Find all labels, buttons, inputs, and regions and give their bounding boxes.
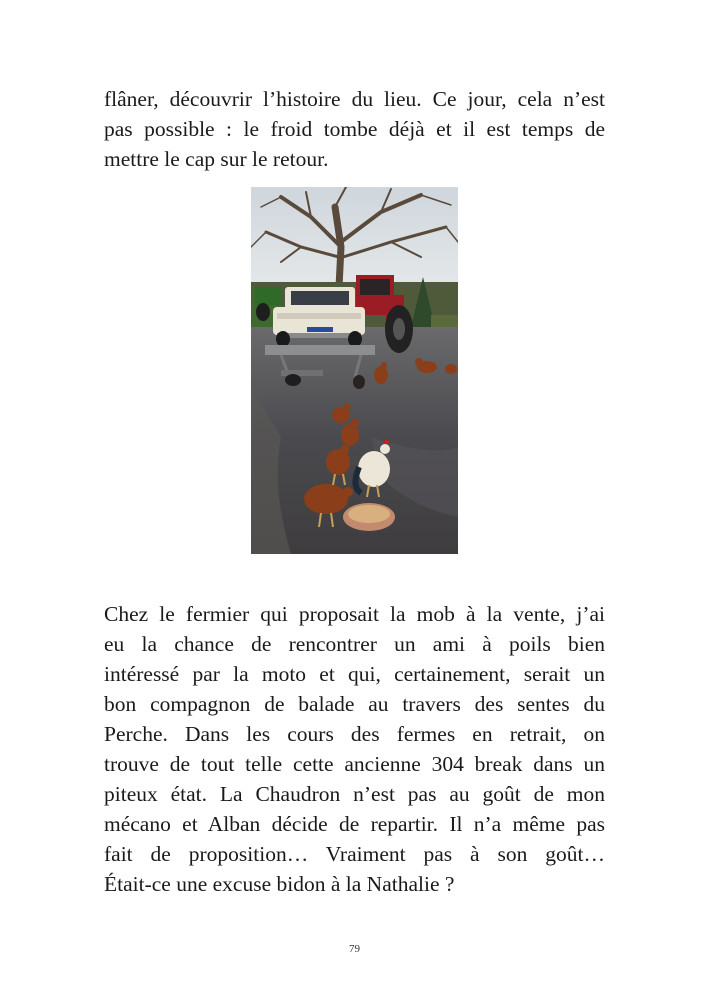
text-line: fait de proposition… Vraiment pas à son goût…: [104, 842, 605, 866]
text-line: flâner, découvrir l’histoire du lieu. Ce jour, cela n’est: [104, 87, 605, 111]
text-line: bon compagnon de balade au travers des sentes du: [104, 692, 605, 716]
paragraph-1: [104, 84, 605, 174]
text-line: mettre le cap sur le retour.: [104, 147, 329, 171]
text-line: mécano et Alban décide de repartir. Il n’a même pas: [104, 812, 605, 836]
text-line: Était-ce une excuse bidon à la Nathalie ?: [104, 872, 455, 896]
text-line: piteux état. La Chaudron n’est pas au goût de mon: [104, 782, 605, 806]
farmyard-photo: [251, 187, 458, 554]
paragraph-2: [104, 599, 605, 899]
text-line: pas possible : le froid tombe déjà et il est temps de: [104, 117, 605, 141]
text-line: trouve de tout telle cette ancienne 304 break dans un: [104, 752, 605, 776]
text-line: intéressé par la moto et qui, certainement, serait un: [104, 662, 605, 686]
text-line: Perche. Dans les cours des fermes en retrait, on: [104, 722, 605, 746]
text-line: Chez le fermier qui proposait la mob à la vente, j’ai: [104, 602, 605, 626]
page-number: 79: [349, 943, 360, 955]
text-line: eu la chance de rencontrer un ami à poils bien: [104, 632, 605, 656]
